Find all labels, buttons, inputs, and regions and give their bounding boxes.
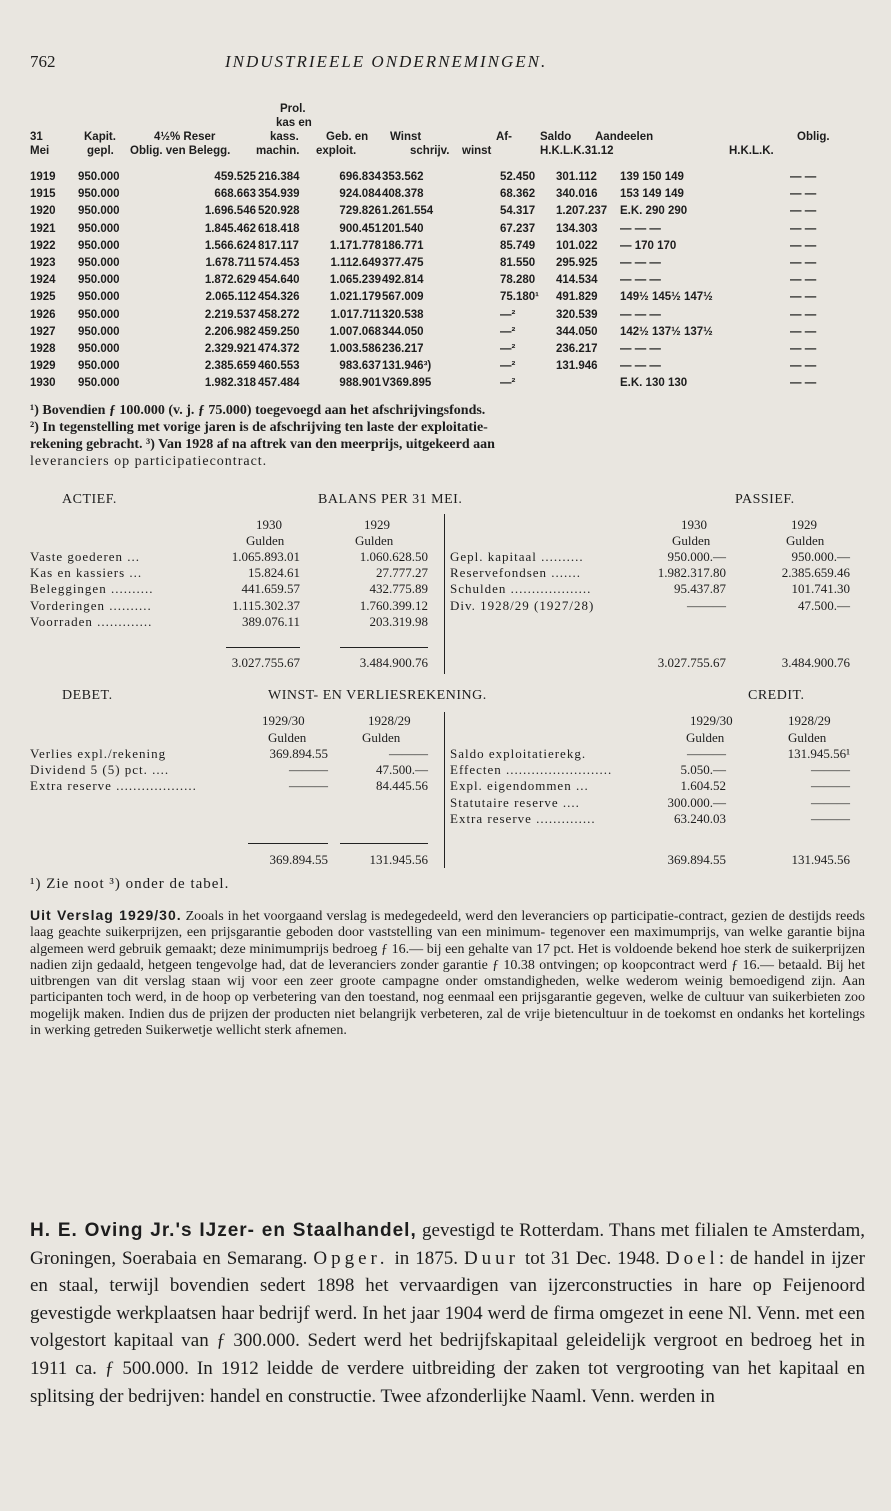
- balans-total-p1929: 3.484.900.76: [781, 655, 850, 670]
- balans-actief-row-label: Vaste goederen ...: [30, 549, 141, 564]
- stats-cell-afschr: 75.180¹: [500, 291, 540, 304]
- stats-cell-kapit: 950.000: [78, 171, 120, 183]
- stats-cell-aand: E.K. 130 130: [620, 377, 688, 390]
- balans-passief-row-value: ———: [687, 597, 726, 613]
- stats-h-hkl: H.K.L.K.31.12: [540, 145, 614, 157]
- stats-cell-geb: 1.003.586: [329, 343, 381, 355]
- stats-cell-year: 1928: [30, 343, 56, 355]
- opger-label: Opger.: [313, 1247, 389, 1269]
- stats-cell-reserve: 2.385.659: [204, 360, 256, 373]
- stats-cell-winst: 320.538: [382, 308, 424, 321]
- stats-cell-kapit: 950.000: [78, 377, 120, 390]
- winst-footnote: ¹) Zie noot ³) onder de tabel.: [30, 876, 230, 892]
- stats-cell-saldo: 131.946: [556, 360, 598, 373]
- stats-cell-kass: 817.117: [258, 239, 299, 252]
- stats-row: [30, 326, 851, 340]
- balans-passief-row-label: Schulden ...................: [450, 581, 592, 597]
- stats-cell-oblig: — —: [790, 325, 817, 338]
- stats-cell-oblig: — —: [790, 257, 817, 269]
- stats-cell-year: 1923: [30, 257, 56, 269]
- stats-cell-kass: 458.272: [258, 308, 300, 321]
- balans-passief-row-value: 950.000.—: [667, 549, 726, 564]
- balans-actief-row-label: Kas en kassiers ...: [30, 565, 143, 581]
- winst-credit-row-label: Saldo exploitatierekg.: [450, 746, 587, 761]
- stats-row: [30, 291, 851, 305]
- winst-credit-row-value: ———: [811, 762, 850, 778]
- stats-cell-saldo: 344.050: [556, 325, 598, 338]
- balans-actief-row-value: 203.319.98: [369, 613, 428, 629]
- stats-cell-geb: 1.021.179: [329, 291, 381, 304]
- stats-cell-reserve: 1.982.318: [204, 377, 256, 390]
- running-head: INDUSTRIEELE ONDERNEMINGEN.: [225, 52, 548, 71]
- stats-cell-kass: 618.418: [258, 222, 300, 235]
- stats-cell-aand: 149½ 145½ 147½: [620, 291, 713, 304]
- stats-cell-winst: 1.261.554: [382, 205, 434, 218]
- stats-cell-afschr: —²: [500, 308, 516, 321]
- winst-credit-row-value: 1.604.52: [680, 778, 726, 794]
- stats-cell-saldo: 101.022: [556, 239, 598, 252]
- balans-actief-row-value: 27.777.27: [376, 565, 428, 581]
- stats-cell-afschr: 67.237: [500, 222, 536, 235]
- stats-cell-winst: V369.895: [382, 377, 432, 390]
- stats-cell-reserve: 668.663: [214, 188, 256, 201]
- winst-title: WINST- EN VERLIESREKENING.: [268, 688, 487, 703]
- winst-divider: [444, 712, 445, 868]
- stats-cell-saldo: 134.303: [556, 222, 598, 235]
- winst-debet-row-value: 369.894.55: [269, 746, 328, 761]
- balans-passief-unit-1: Gulden: [672, 533, 711, 548]
- stats-cell-oblig: — —: [790, 171, 817, 183]
- stats-h-saldo-winst: winst: [462, 145, 492, 157]
- winst-credit-row-value: ———: [811, 778, 850, 794]
- stats-row: [30, 171, 851, 185]
- verslag-text: Zooals in het voorgaand verslag is medegedeeld, werd den leveranciers op participatie-contract, gezien de destijds reeds laag geachte suikerprijzen, een prijsgarantie geboden door vaststelling van een minimum- tegenover een maximumprijs, van welke garantie bijna algemeen werd gebruik gemaakt; deze minimumprijs bedroeg ƒ 16.— bij een gehalte van 17 pct. Het is voldoende bekend hoe sterk de suikerprijzen nadien zijn gedaald, hetgeen tengevolge had, dat de leveranciers zonder garantie ƒ 10.38 ontvingen; op koopcontract werd ƒ 16.— betaald. Bij het uitbrengen van dit verslag staan wij voor een zeer groote campagne onder omstandigheden, welke wederom weinig bemoedigend zijn. Aan participanten toch werd, in de hoop op verbetering van den toestand, nog eenmaal een prijsgarantie gegeven, welke de cultuur van suikerbieten zoo mogelijk maken. Indien dus de prijzen der producten niet belangrijk verbeteren, zal de vrije bietencultuur in de toekomst en ondanks het kortelings in werking getreden Suikerwetje wellicht sterk afnemen.: [30, 909, 865, 1039]
- winst-credit-row-label: Expl. eigendommen ...: [450, 778, 589, 794]
- stats-cell-oblig: — —: [790, 343, 817, 355]
- stats-cell-saldo: 1.207.237: [556, 205, 608, 218]
- balans-passief-row-value: 2.385.659.46: [781, 565, 850, 581]
- stats-cell-kapit: 950.000: [78, 257, 120, 269]
- stats-h-saldo: Saldo: [540, 131, 572, 143]
- stats-cell-saldo: 491.829: [556, 291, 598, 304]
- winst-total-c2: 131.945.56: [791, 852, 850, 867]
- balans-actief-row-value: 15.824.61: [248, 565, 300, 581]
- balans-title: BALANS PER 31 MEI.: [318, 492, 463, 507]
- stats-cell-kapit: 950.000: [78, 239, 120, 252]
- balans-passief-row-label: Gepl. kapitaal ..........: [450, 549, 584, 564]
- stats-cell-kass: 354.939: [258, 188, 300, 201]
- winst-debet-year-2: 1928/29: [368, 713, 411, 728]
- balans-passief-row-value: 1.982.317.80: [657, 565, 726, 581]
- stats-cell-reserve: 2.065.112: [205, 291, 256, 304]
- winst-credit-row-value: ———: [811, 810, 850, 826]
- stats-cell-kass: 459.250: [258, 325, 300, 338]
- oving-text-2: in 1875.: [388, 1247, 464, 1269]
- stats-cell-kass: 457.484: [258, 377, 300, 390]
- balans-actief-unit-1: Gulden: [246, 533, 285, 548]
- winst-debet-row-label: Dividend 5 (5) pct. ....: [30, 762, 170, 778]
- footnote-2a: ²) In tegenstelling met vorige jaren is de afschrijving ten laste der exploitatie-: [30, 420, 488, 435]
- stats-cell-geb: 900.451: [339, 222, 381, 235]
- stats-cell-reserve: 1.566.624: [204, 239, 256, 252]
- balans-passief-row-value: 95.437.87: [674, 581, 726, 597]
- winst-credit-row-label: Statutaire reserve ....: [450, 794, 580, 810]
- stats-cell-year: 1926: [30, 308, 56, 321]
- stats-cell-reserve: 1.678.711: [205, 257, 256, 269]
- stats-cell-aand: 139 150 149: [620, 171, 684, 183]
- balans-passief-row-label: Div. 1928/29 (1927/28): [450, 597, 595, 613]
- stats-cell-winst: 131.946³): [382, 360, 432, 373]
- stats-cell-aand: — — —: [620, 257, 661, 269]
- oving-text-1: gevestigd te Rotterdam. Thans met filialen te Amsterdam, Groningen, Soerabaia en Semarang.: [30, 1220, 866, 1269]
- balans-passief-row-value: 950.000.—: [791, 549, 850, 564]
- winst-debet-row-label: Verlies expl./rekening: [30, 746, 167, 761]
- stats-cell-aand: — — —: [620, 222, 661, 235]
- stats-cell-afschr: 68.362: [500, 188, 536, 201]
- stats-row: [30, 360, 851, 374]
- stats-cell-kass: 460.553: [258, 360, 300, 373]
- winst-total-d1: 369.894.55: [269, 852, 328, 867]
- stats-cell-oblig: — —: [790, 239, 817, 252]
- stats-cell-winst: 377.475: [382, 257, 424, 269]
- stats-cell-year: 1925: [30, 291, 56, 304]
- stats-h-gepl: gepl.: [87, 145, 114, 157]
- balans-actief-row-value: 1.065.893.01: [231, 549, 300, 564]
- winst-credit-head: CREDIT.: [748, 688, 805, 703]
- duur-label: Duur: [463, 1247, 519, 1269]
- doel-label: Doel: [665, 1247, 719, 1269]
- stats-cell-geb: 1.171.778: [329, 239, 381, 252]
- stats-cell-year: 1922: [30, 239, 56, 252]
- stats-cell-year: 1921: [30, 222, 56, 235]
- stats-cell-winst: 567.009: [382, 291, 424, 304]
- balans-actief-row-value: 432.775.89: [369, 581, 428, 597]
- winst-credit-year-2: 1928/29: [788, 713, 831, 728]
- winst-debet-row-value: ———: [289, 778, 328, 794]
- balans-actief-unit-2: Gulden: [355, 533, 394, 548]
- stats-cell-winst: 201.540: [382, 222, 424, 235]
- stats-cell-saldo: 414.534: [556, 274, 598, 287]
- stats-cell-reserve: 1.872.629: [204, 274, 256, 287]
- winst-rule-1: [248, 843, 328, 844]
- oving-paragraph: [30, 1217, 865, 1410]
- stats-h-31: 31: [30, 131, 43, 143]
- stats-header-row2: [30, 145, 851, 159]
- stats-cell-afschr: —²: [500, 325, 516, 338]
- winst-credit-year-1: 1929/30: [690, 713, 733, 728]
- stats-cell-aand: — — —: [620, 343, 661, 355]
- stats-h-hkl2: H.K.L.K.: [729, 145, 774, 157]
- winst-credit-row-value: 131.945.56¹: [787, 746, 850, 761]
- stats-header-prol: Prol.: [280, 103, 306, 115]
- stats-cell-oblig: — —: [790, 222, 817, 235]
- winst-credit-row-value: 300.000.—: [667, 794, 726, 810]
- stats-row: [30, 257, 851, 271]
- balans-passief-row-value: 47.500.—: [798, 597, 850, 613]
- stats-cell-kass: 520.928: [258, 205, 300, 218]
- stats-cell-reserve: 1.696.546: [204, 205, 256, 218]
- stats-row: [30, 223, 851, 237]
- stats-header-top2: [30, 117, 851, 131]
- balans-actief-year-1929: 1929: [364, 517, 390, 532]
- stats-cell-oblig: — —: [790, 291, 817, 304]
- stats-cell-year: 1915: [30, 188, 56, 201]
- winst-total-c1: 369.894.55: [667, 852, 726, 867]
- balans-rule-2: [340, 647, 428, 648]
- stats-cell-year: 1927: [30, 325, 56, 338]
- company-name: H. E. Oving Jr.'s IJzer- en Staalhandel,: [30, 1220, 417, 1241]
- balans-actief-year-1930: 1930: [256, 517, 282, 532]
- stats-cell-kass: 454.640: [258, 274, 300, 287]
- stats-cell-winst: 344.050: [382, 325, 424, 338]
- footnote-2c: leveranciers op participatiecontract.: [30, 454, 268, 469]
- stats-cell-aand: E.K. 290 290: [620, 205, 688, 218]
- winst-debet-unit-2: Gulden: [362, 730, 401, 745]
- stats-row: [30, 188, 851, 202]
- stats-cell-winst: 236.217: [382, 343, 424, 355]
- stats-cell-oblig: — —: [790, 377, 817, 390]
- footnote-1: ¹) Bovendien ƒ 100.000 (v. j. ƒ 75.000) toegevoegd aan het afschrijvingsfonds.: [30, 403, 486, 418]
- stats-cell-afschr: —²: [500, 343, 516, 355]
- stats-h-oblig-belegg: Oblig. ven Belegg.: [130, 145, 231, 157]
- balans-actief-row-value: 1.060.628.50: [359, 549, 428, 564]
- winst-rule-2: [340, 843, 428, 844]
- stats-cell-aand: — — —: [620, 308, 661, 321]
- balans-passief-year-1930: 1930: [681, 517, 707, 532]
- stats-cell-kapit: 950.000: [78, 325, 120, 338]
- stats-row: [30, 309, 851, 323]
- stats-cell-kapit: 950.000: [78, 343, 120, 355]
- stats-cell-reserve: 2.206.982: [204, 325, 256, 338]
- stats-h-af: Af-: [496, 131, 512, 143]
- stats-header-top: [30, 103, 851, 117]
- winst-debet-head: DEBET.: [62, 688, 113, 703]
- stats-cell-kapit: 950.000: [78, 205, 120, 218]
- stats-h-kapit: Kapit.: [84, 131, 116, 143]
- stats-h-aandeelen: Aandeelen: [595, 131, 654, 143]
- stats-cell-winst: 353.562: [382, 171, 424, 183]
- stats-cell-oblig: — —: [790, 274, 817, 287]
- footnote-2b: rekening gebracht. ³) Van 1928 af na aftrek van den meerprijs, uitgekeerd aan: [30, 437, 495, 452]
- winst-credit-row-value: ———: [811, 794, 850, 810]
- stats-cell-oblig: — —: [790, 308, 817, 321]
- stats-cell-saldo: 236.217: [556, 343, 598, 355]
- oving-text-4: : de handel in ijzer en staal, terwijl bovendien sedert 1898 het vervaardigen van ijzerconstructies in hare op Feijenoord gevestigde werkplaatsen haar bedrijf werd. In het jaar 1904 werd de firma omgezet in eene Nl. Venn. met een volgestort kapitaal van ƒ 300.000. Sedert werd het bedrijfskapitaal geleidelijk vergroot en bedroeg het in 1911 ca. ƒ 500.000. In 1912 leidde de verdere uitbreiding der zaken tot vergrooting van het kapitaal en splitsing der bedrijven: handel en constructie. Twee afzonderlijke Naaml. Venn. werden in: [30, 1247, 866, 1407]
- stats-cell-geb: 924.084: [339, 188, 381, 201]
- balans-actief-row-value: 1.760.399.12: [359, 597, 428, 613]
- winst-credit-unit-1: Gulden: [686, 730, 725, 745]
- stats-cell-geb: 696.834: [339, 171, 381, 183]
- stats-cell-afschr: 85.749: [500, 239, 536, 252]
- stats-cell-winst: 408.378: [382, 188, 424, 201]
- winst-total-d2: 131.945.56: [369, 852, 428, 867]
- stats-cell-reserve: 459.525: [214, 171, 256, 183]
- stats-cell-aand: 142½ 137½ 137½: [620, 325, 713, 338]
- winst-debet-row-value: 84.445.56: [376, 778, 428, 794]
- balans-actief-head: ACTIEF.: [62, 492, 117, 507]
- stats-cell-aand: — 170 170: [620, 239, 677, 252]
- balans-actief-row-value: 389.076.11: [241, 613, 300, 629]
- stats-cell-geb: 729.826: [339, 205, 381, 218]
- stats-cell-year: 1920: [30, 205, 56, 218]
- stats-cell-geb: 983.637: [339, 360, 381, 373]
- stats-cell-kass: 474.372: [258, 343, 300, 355]
- balans-divider: [444, 514, 445, 674]
- stats-h-geb: Geb. en: [326, 131, 369, 143]
- stats-cell-year: 1929: [30, 360, 56, 373]
- stats-cell-kass: 216.384: [258, 171, 300, 183]
- stats-cell-geb: 1.017.711: [330, 308, 381, 321]
- balans-rule-1: [226, 647, 300, 648]
- stats-cell-afschr: 78.280: [500, 274, 536, 287]
- stats-h-reser: 4½% Reser: [154, 131, 216, 143]
- balans-passief-unit-2: Gulden: [786, 533, 825, 548]
- stats-cell-kapit: 950.000: [78, 291, 120, 304]
- stats-cell-year: 1924: [30, 274, 56, 287]
- stats-cell-aand: 153 149 149: [620, 188, 684, 201]
- balans-passief-year-1929: 1929: [791, 517, 817, 532]
- stats-h-kass: kass.: [270, 131, 299, 143]
- stats-cell-geb: 1.007.068: [329, 325, 381, 338]
- stats-cell-afschr: 81.550: [500, 257, 536, 269]
- stats-header-kasen: kas en: [276, 117, 312, 129]
- stats-cell-winst: 186.771: [382, 239, 424, 252]
- stats-cell-afschr: 52.450: [500, 171, 536, 183]
- stats-h-exploit: exploit.: [316, 145, 357, 157]
- balans-actief-row-label: Vorderingen ..........: [30, 597, 152, 613]
- winst-debet-row-label: Extra reserve ...................: [30, 778, 197, 794]
- winst-credit-row-value: ———: [687, 746, 726, 761]
- stats-header-row1: [30, 131, 851, 145]
- balans-actief-row-label: Beleggingen ..........: [30, 581, 154, 597]
- stats-cell-kapit: 950.000: [78, 274, 120, 287]
- stats-cell-reserve: 1.845.462: [204, 222, 256, 235]
- stats-cell-kapit: 950.000: [78, 188, 120, 201]
- stats-cell-kapit: 950.000: [78, 222, 120, 235]
- stats-row: [30, 274, 851, 288]
- stats-h-winst: Winst: [390, 131, 422, 143]
- stats-h-oblig: Oblig.: [797, 131, 830, 143]
- stats-cell-reserve: 2.329.921: [204, 343, 256, 355]
- stats-cell-year: 1919: [30, 171, 56, 183]
- stats-cell-kapit: 950.000: [78, 360, 120, 373]
- winst-debet-row-value: 47.500.—: [376, 762, 428, 778]
- stats-cell-geb: 988.901: [339, 377, 381, 390]
- stats-cell-oblig: — —: [790, 188, 817, 201]
- stats-cell-winst: 492.814: [382, 274, 424, 287]
- page-number: 762: [30, 52, 56, 71]
- balans-total-p1930: 3.027.755.67: [657, 655, 726, 670]
- stats-cell-saldo: 301.112: [556, 171, 597, 183]
- stats-cell-saldo: 340.016: [556, 188, 598, 201]
- stats-cell-geb: 1.065.239: [329, 274, 381, 287]
- winst-credit-row-value: 63.240.03: [674, 810, 726, 826]
- balans-passief-row-label: Reservefondsen .......: [450, 565, 582, 581]
- stats-cell-year: 1930: [30, 377, 56, 390]
- stats-cell-geb: 1.112.649: [330, 257, 381, 269]
- balans-passief-head: PASSIEF.: [735, 492, 795, 507]
- stats-cell-afschr: —²: [500, 360, 516, 373]
- stats-row: [30, 377, 851, 391]
- verslag-heading: Uit Verslag 1929/30.: [30, 907, 182, 923]
- verslag-paragraph: [30, 907, 865, 1039]
- balans-actief-row-value: 1.115.302.37: [232, 597, 300, 613]
- balans-passief-row-value: 101.741.30: [791, 581, 850, 597]
- winst-credit-row-value: 5.050.—: [680, 762, 726, 778]
- stats-cell-kass: 574.453: [258, 257, 300, 269]
- stats-cell-afschr: 54.317: [500, 205, 536, 218]
- stats-cell-saldo: 295.925: [556, 257, 598, 269]
- stats-cell-reserve: 2.219.537: [204, 308, 256, 321]
- winst-credit-unit-2: Gulden: [788, 730, 827, 745]
- stats-h-machin: machin.: [256, 145, 300, 157]
- stats-row: [30, 205, 851, 219]
- balans-total-a1930: 3.027.755.67: [231, 655, 300, 670]
- stats-cell-aand: — — —: [620, 360, 661, 373]
- stats-cell-saldo: 320.539: [556, 308, 598, 321]
- stats-cell-afschr: —²: [500, 377, 516, 390]
- balans-total-a1929: 3.484.900.76: [359, 655, 428, 670]
- oving-text-3: tot 31 Dec. 1948.: [519, 1247, 666, 1269]
- balans-actief-row-value: 441.659.57: [241, 581, 300, 597]
- balans-actief-row-label: Voorraden .............: [30, 613, 153, 629]
- stats-h-mei: Mei: [30, 145, 50, 157]
- stats-cell-oblig: — —: [790, 360, 817, 373]
- winst-credit-row-label: Extra reserve ..............: [450, 810, 596, 826]
- winst-debet-year-1: 1929/30: [262, 713, 305, 728]
- stats-cell-kass: 454.326: [258, 291, 300, 304]
- stats-cell-kapit: 950.000: [78, 308, 120, 321]
- winst-credit-row-label: Effecten .........................: [450, 762, 613, 778]
- stats-cell-aand: — — —: [620, 274, 661, 287]
- stats-cell-oblig: — —: [790, 205, 817, 218]
- winst-debet-row-value: ———: [389, 746, 428, 761]
- winst-debet-row-value: ———: [289, 762, 328, 778]
- stats-row: [30, 343, 851, 357]
- stats-h-schrijv: schrijv.: [410, 145, 450, 157]
- stats-row: [30, 240, 851, 254]
- winst-debet-unit-1: Gulden: [268, 730, 307, 745]
